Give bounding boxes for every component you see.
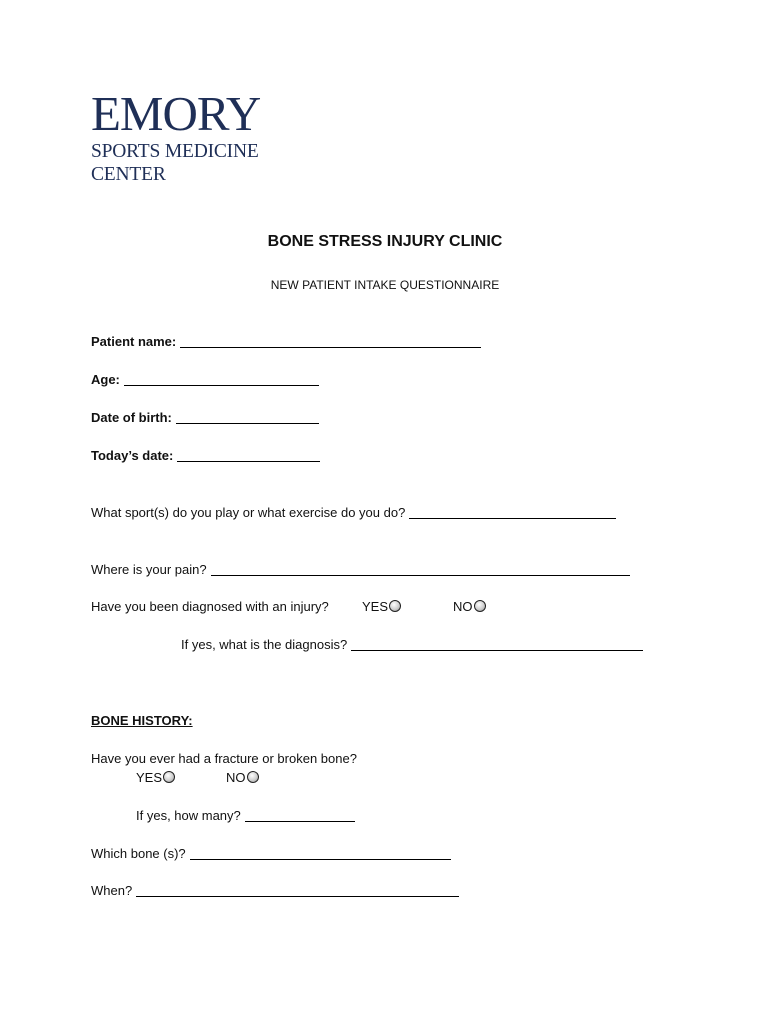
how-many-label: If yes, how many? [136,808,241,823]
fracture-no-radio[interactable] [247,771,259,783]
which-bone-row [91,846,451,861]
age-field[interactable] [124,372,319,386]
form-title: BONE STRESS INJURY CLINIC [267,233,503,250]
how-many-row [136,808,355,823]
diagnosed-question [91,599,329,614]
dob-row [91,410,319,425]
pain-label: Where is your pain? [91,562,207,577]
logo-wordmark: EMORY [91,86,261,141]
age-row [91,372,319,387]
pain-field[interactable] [211,562,630,576]
logo-line-2: CENTER [91,164,166,185]
diagnosed-yes-label: YES [362,599,389,614]
diagnosis-field[interactable] [351,637,643,651]
age-label: Age: [91,372,120,387]
sports-label: What sport(s) do you play or what exercise do you do? [91,505,406,520]
which-bone-field[interactable] [190,846,451,860]
which-bone-label: Which bone (s)? [91,846,186,861]
fracture-no-label: NO [226,770,246,785]
sports-row [91,505,616,520]
diagnosed-yes-option[interactable] [362,599,401,614]
dob-field[interactable] [176,410,319,424]
today-date-row [91,448,320,463]
bone-history-heading: BONE HISTORY: [91,713,193,728]
logo-line-1: SPORTS MEDICINE [91,141,259,162]
fracture-yes-label: YES [136,770,163,785]
diagnosed-label: Have you been diagnosed with an injury? [91,599,329,614]
diagnosis-row [181,637,643,652]
patient-name-label: Patient name: [91,334,177,349]
diagnosed-no-radio[interactable] [474,600,486,612]
pain-row [91,562,630,577]
when-row [91,883,459,898]
diagnosed-no-label: NO [453,599,473,614]
diagnosed-no-option[interactable] [453,599,486,614]
today-date-label: Today’s date: [91,448,174,463]
sports-field[interactable] [409,505,616,519]
when-label: When? [91,883,133,898]
how-many-field[interactable] [245,808,355,822]
dob-label: Date of birth: [91,410,172,425]
fracture-label: Have you ever had a fracture or broken bone? [91,751,357,766]
diagnosed-yes-radio[interactable] [389,600,401,612]
form-subtitle: NEW PATIENT INTAKE QUESTIONNAIRE [270,278,500,292]
fracture-yes-option[interactable] [136,770,175,785]
fracture-question [91,751,357,766]
patient-name-row [91,334,481,349]
patient-name-field[interactable] [180,334,481,348]
today-date-field[interactable] [177,448,320,462]
emory-logo [91,88,260,186]
diagnosis-label: If yes, what is the diagnosis? [181,637,348,652]
fracture-no-option[interactable] [226,770,259,785]
fracture-yes-radio[interactable] [163,771,175,783]
when-field[interactable] [136,883,459,897]
